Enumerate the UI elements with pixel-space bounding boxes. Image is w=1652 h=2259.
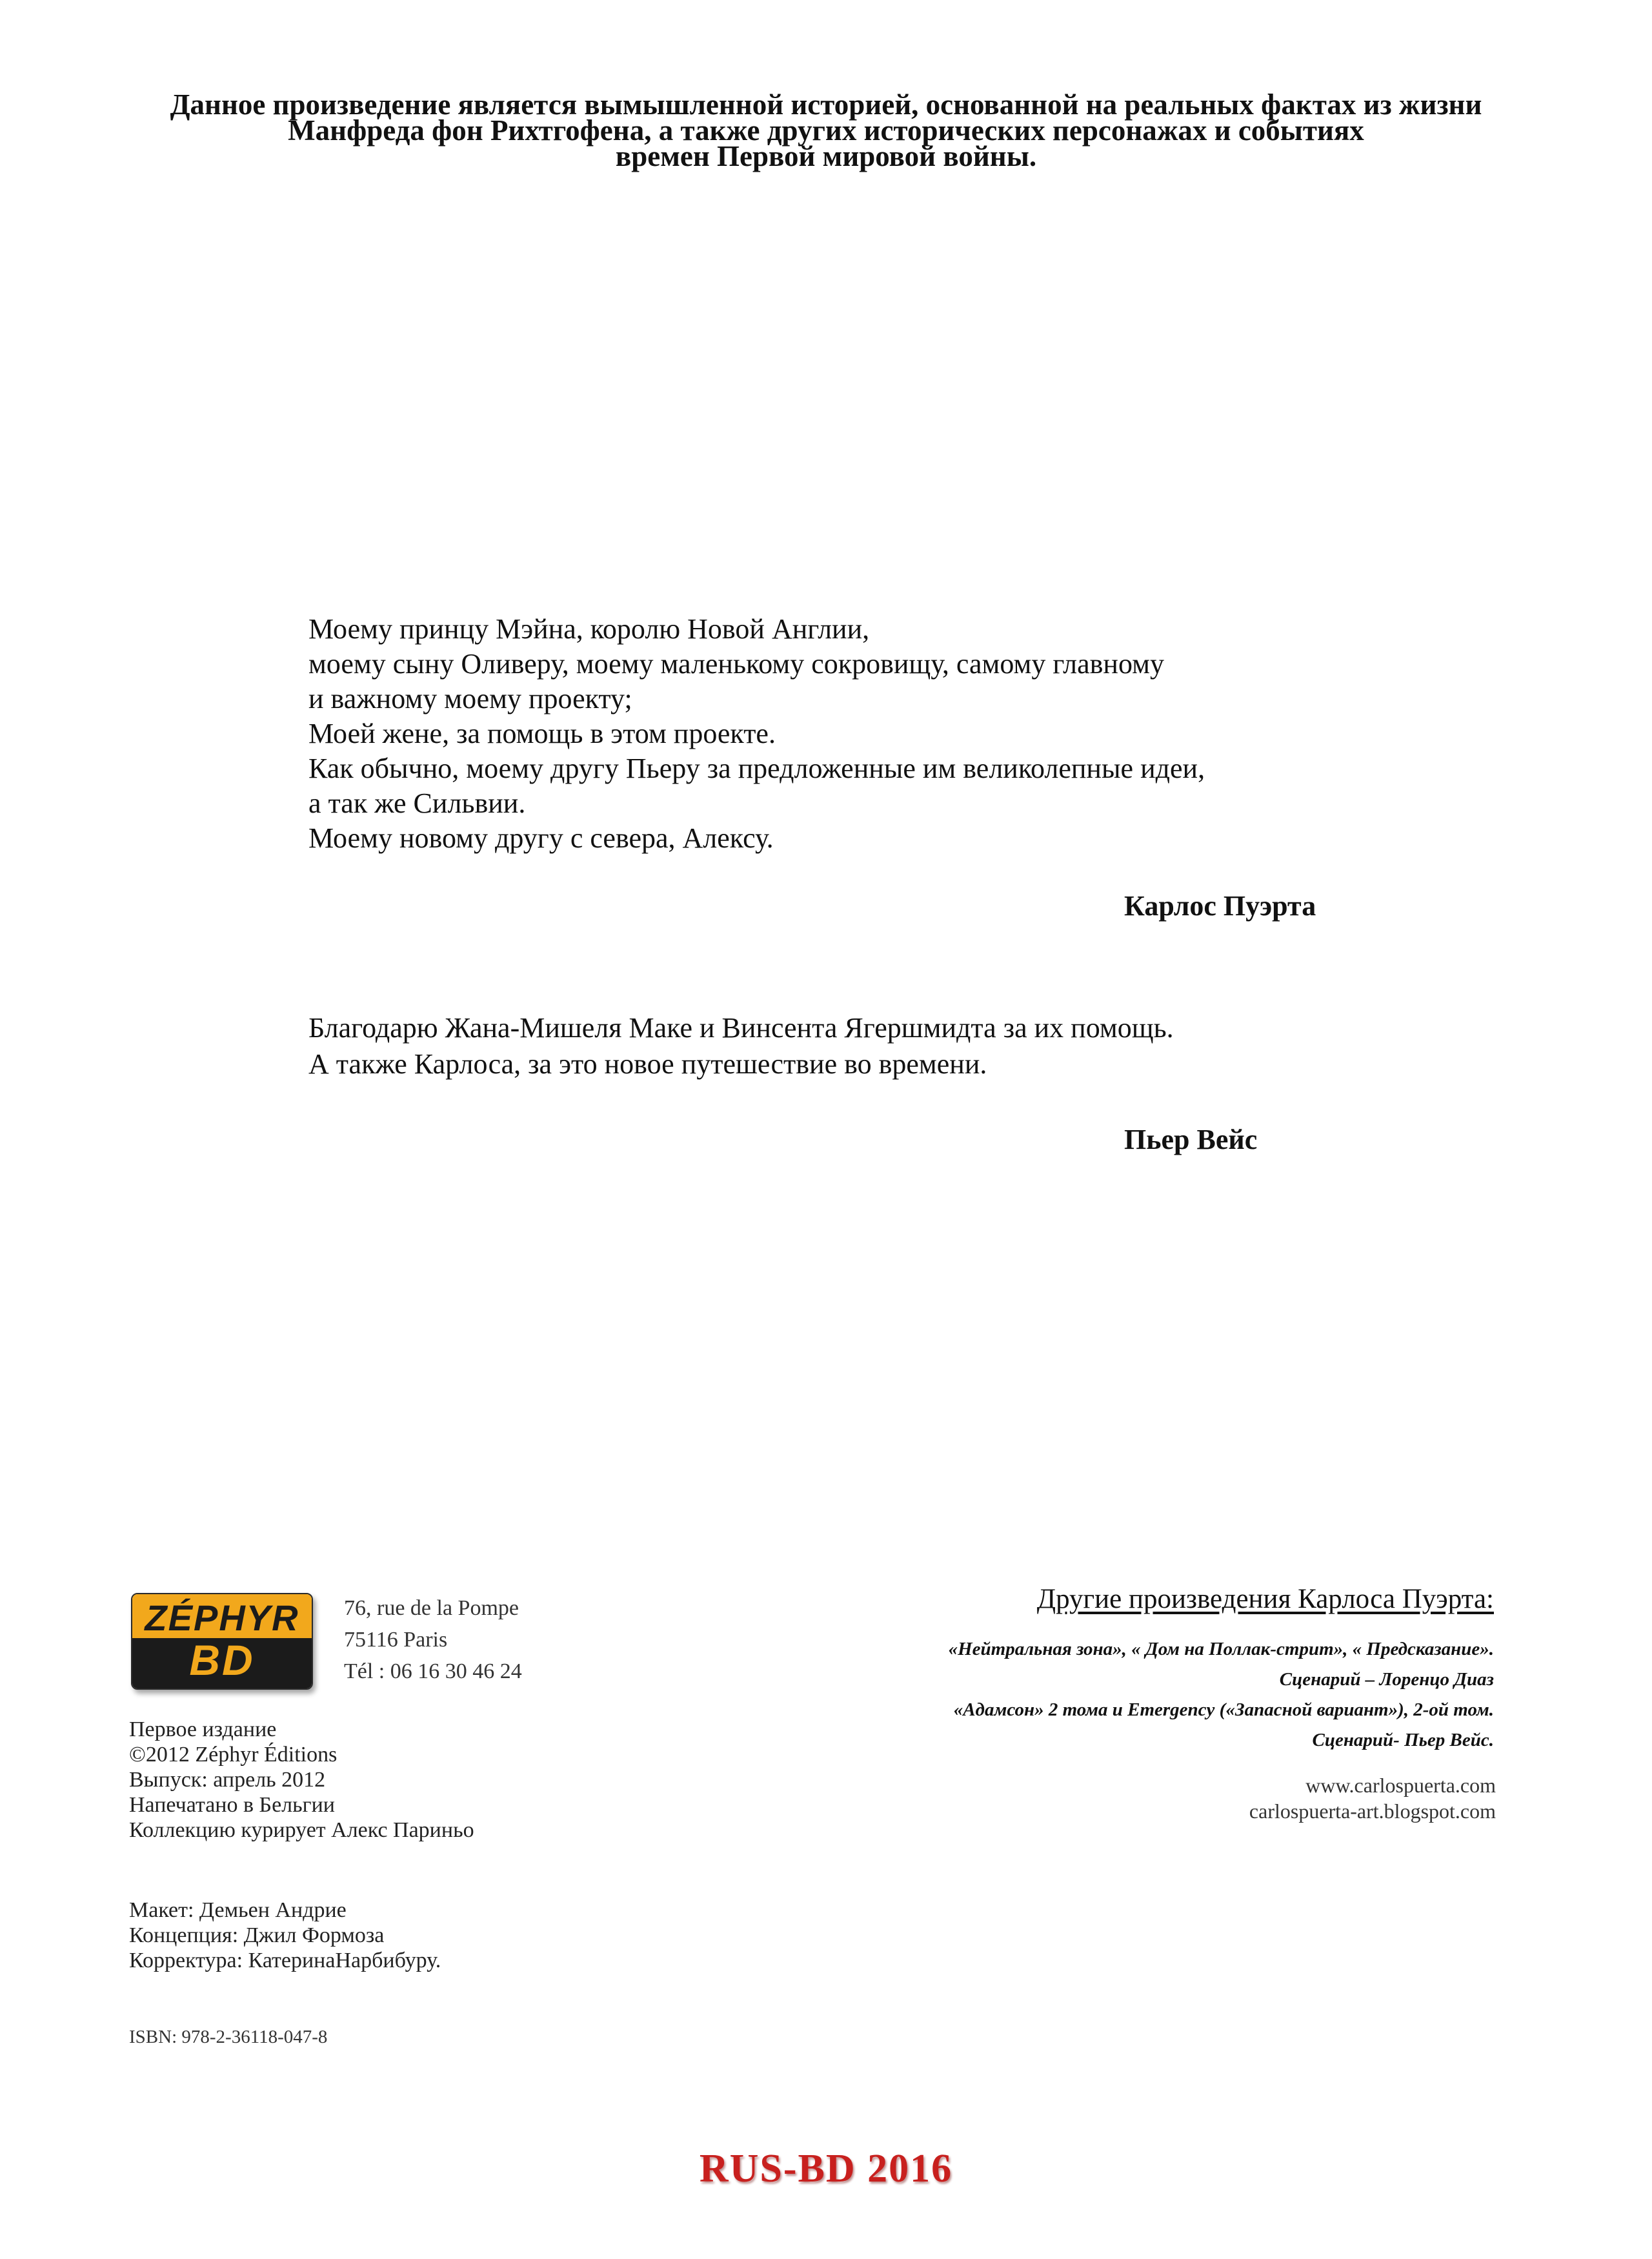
address-line: 75116 Paris: [344, 1628, 448, 1652]
other-works-line: Сценарий – Лоренцо Диаз: [1279, 1669, 1494, 1690]
logo-word-bd: BD: [189, 1636, 255, 1684]
address-line: 76, rue de la Pompe: [344, 1596, 519, 1620]
disclaimer-block: [97, 88, 1555, 172]
imprint-line: Выпуск: апрель 2012: [129, 1768, 326, 1792]
website-link[interactable]: www.carlospuerta.com: [1305, 1774, 1496, 1797]
credits-block: [129, 1898, 441, 1973]
disclaimer-line: времен Первой мировой войны.: [615, 140, 1037, 172]
blog-link[interactable]: carlospuerta-art.blogspot.com: [1249, 1799, 1496, 1823]
thanks-line: А также Карлоса, за это новое путешествие во времени.: [308, 1048, 987, 1080]
other-works-line: Сценарий- Пьер Вейс.: [1312, 1730, 1494, 1750]
disclaimer-line: Данное произведение является вымышленной историей, основанной на реальных фактах из жизни: [170, 88, 1482, 121]
other-works-list: [949, 1634, 1494, 1756]
thanks-block: [308, 1010, 1405, 1082]
watermark: RUS-BD 2016: [699, 2147, 953, 2191]
dedication-line: Моему новому другу с севера, Алексу.: [308, 822, 774, 854]
zephyr-bd-logo: [131, 1593, 313, 1690]
dedication-line: Моей жене, за помощь в этом проекте.: [308, 718, 776, 749]
imprint-line: Первое издание: [129, 1717, 277, 1741]
credits-line: Концепция: Джил Формоза: [129, 1923, 385, 1947]
other-works-line: «Адамсон» 2 тома и Emergency («Запасной вариант»), 2-ой том.: [953, 1699, 1494, 1720]
dedication-line: Моему принцу Мэйна, королю Новой Англии,: [308, 613, 870, 645]
writer-signature: Пьер Вейс: [1124, 1124, 1258, 1155]
author-signature: Карлос Пуэрта: [1124, 890, 1316, 922]
dedication-line: Как обычно, моему другу Пьеру за предложенные им великолепные идеи,: [308, 753, 1205, 784]
imprint-block: [129, 1717, 474, 1843]
dedication-line: и важному моему проекту;: [308, 683, 632, 714]
other-works-heading: Другие произведения Карлоса Пуэрта:: [1036, 1584, 1494, 1614]
disclaimer-line: Манфреда фон Рихтгофена, а также других исторических персонажах и событиях: [288, 114, 1364, 147]
isbn: ISBN: 978-2-36118-047-8: [129, 2027, 328, 2047]
credits-line: Макет: Демьен Андрие: [129, 1898, 347, 1922]
imprint-line: ©2012 Zéphyr Éditions: [129, 1743, 337, 1767]
dedication-block: [308, 612, 1405, 856]
imprint-line: Коллекцию курирует Алекс Париньо: [129, 1818, 474, 1842]
dedication-line: моему сыну Оливеру, моему маленькому сокровищу, самому главному: [308, 648, 1164, 680]
logo-word-zephyr: ZÉPHYR: [145, 1597, 299, 1638]
credits-line: Корректура: КатеринаНарбибуру.: [129, 1949, 441, 1972]
publisher-address: [344, 1592, 522, 1687]
dedication-line: а так же Сильвии.: [308, 787, 526, 819]
imprint-line: Напечатано в Бельгии: [129, 1793, 335, 1817]
website-links: [1249, 1772, 1496, 1824]
thanks-line: Благодарю Жана-Мишеля Маке и Винсента Ягершмидта за их помощь.: [308, 1012, 1174, 1044]
other-works-line: «Нейтральная зона», « Дом на Поллак-стрит», « Предсказание».: [948, 1639, 1494, 1659]
address-line: Tél : 06 16 30 46 24: [344, 1659, 522, 1683]
